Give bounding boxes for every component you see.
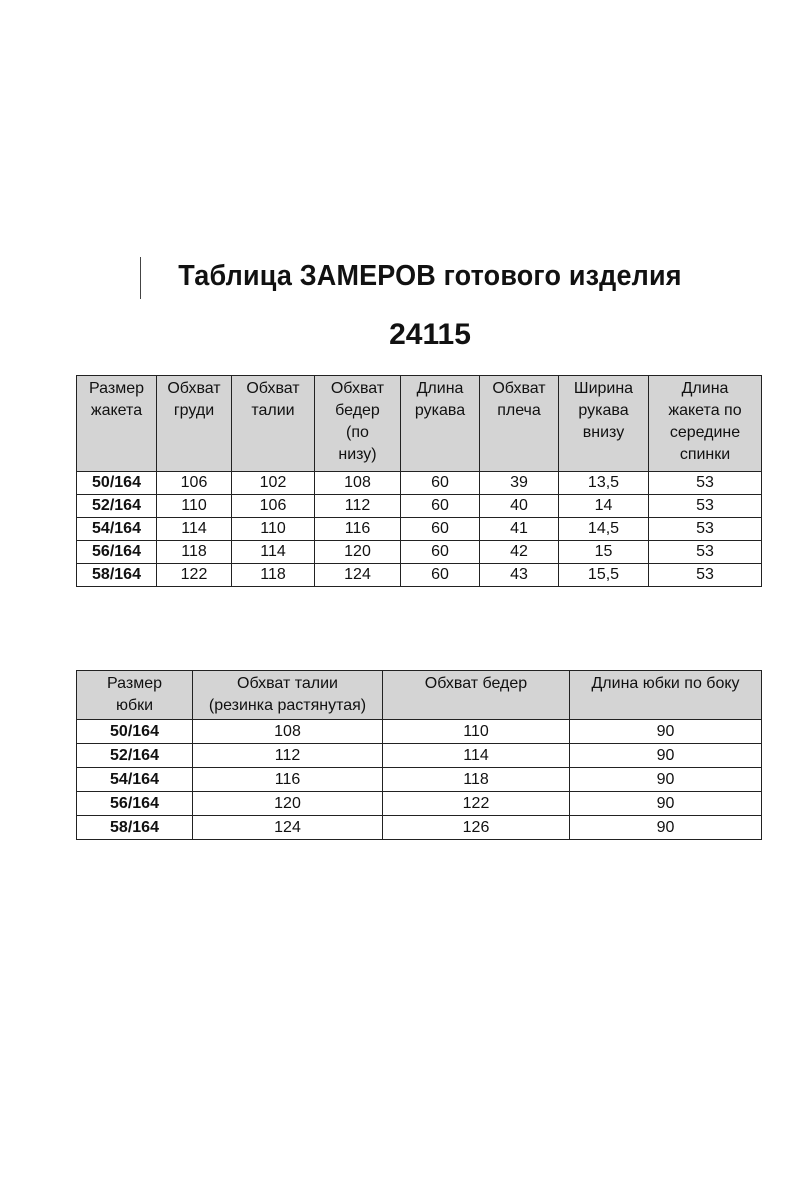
size-cell: 58/164 — [77, 816, 193, 840]
table-cell: 124 — [193, 816, 383, 840]
table-cell: 40 — [480, 495, 559, 518]
table-cell: 114 — [157, 518, 232, 541]
jacket-header-waist: Обхват талии — [232, 376, 315, 472]
table-cell: 39 — [480, 472, 559, 495]
table-cell: 124 — [315, 564, 401, 587]
size-cell: 50/164 — [77, 720, 193, 744]
table-cell: 116 — [315, 518, 401, 541]
document-title: Таблица ЗАМЕРОВ готового изделия — [178, 260, 682, 292]
table-cell: 14 — [559, 495, 649, 518]
size-cell: 52/164 — [77, 744, 193, 768]
table-cell: 15,5 — [559, 564, 649, 587]
jacket-header-hips: Обхват бедер (по низу) — [315, 376, 401, 472]
model-code: 24115 — [389, 318, 471, 351]
jacket-header-row — [77, 376, 762, 472]
table-cell: 110 — [157, 495, 232, 518]
skirt-header-size: Размер юбки — [77, 671, 193, 720]
table-row — [77, 768, 762, 792]
table-cell: 90 — [570, 768, 762, 792]
table-cell: 112 — [193, 744, 383, 768]
table-cell: 41 — [480, 518, 559, 541]
table-cell: 106 — [157, 472, 232, 495]
table-cell: 116 — [193, 768, 383, 792]
table-cell: 120 — [315, 541, 401, 564]
table-cell: 60 — [401, 564, 480, 587]
size-cell: 50/164 — [77, 472, 157, 495]
table-cell: 118 — [157, 541, 232, 564]
table-cell: 118 — [383, 768, 570, 792]
table-cell: 118 — [232, 564, 315, 587]
table-row — [77, 816, 762, 840]
table-cell: 53 — [649, 564, 762, 587]
table-cell: 114 — [232, 541, 315, 564]
table-cell: 122 — [383, 792, 570, 816]
table-cell: 120 — [193, 792, 383, 816]
table-cell: 114 — [383, 744, 570, 768]
table-cell: 110 — [232, 518, 315, 541]
table-cell: 110 — [383, 720, 570, 744]
table-cell: 42 — [480, 541, 559, 564]
jacket-header-back-length: Длина жакета по середине спинки — [649, 376, 762, 472]
table-cell: 106 — [232, 495, 315, 518]
skirt-measurements-table — [76, 670, 762, 840]
jacket-header-sleeve-width: Ширина рукава внизу — [559, 376, 649, 472]
table-cell: 60 — [401, 472, 480, 495]
table-row — [77, 792, 762, 816]
size-cell: 54/164 — [77, 518, 157, 541]
table-cell: 13,5 — [559, 472, 649, 495]
table-cell: 53 — [649, 518, 762, 541]
table-cell: 60 — [401, 495, 480, 518]
skirt-header-waist: Обхват талии (резинка растянутая) — [193, 671, 383, 720]
table-cell: 60 — [401, 541, 480, 564]
size-cell: 56/164 — [77, 541, 157, 564]
table-cell: 53 — [649, 541, 762, 564]
table-cell: 108 — [193, 720, 383, 744]
table-row — [77, 564, 762, 587]
table-cell: 122 — [157, 564, 232, 587]
size-cell: 52/164 — [77, 495, 157, 518]
skirt-header-row — [77, 671, 762, 720]
table-row — [77, 541, 762, 564]
table-cell: 102 — [232, 472, 315, 495]
table-cell: 90 — [570, 792, 762, 816]
skirt-header-hips: Обхват бедер — [383, 671, 570, 720]
jacket-header-shoulder: Обхват плеча — [480, 376, 559, 472]
table-cell: 43 — [480, 564, 559, 587]
table-cell: 60 — [401, 518, 480, 541]
table-row — [77, 518, 762, 541]
table-cell: 90 — [570, 720, 762, 744]
table-row — [77, 744, 762, 768]
table-row — [77, 495, 762, 518]
jacket-header-chest: Обхват груди — [157, 376, 232, 472]
table-cell: 90 — [570, 744, 762, 768]
size-cell: 54/164 — [77, 768, 193, 792]
jacket-header-sleeve-length: Длина рукава — [401, 376, 480, 472]
table-cell: 15 — [559, 541, 649, 564]
skirt-header-side-length: Длина юбки по боку — [570, 671, 762, 720]
table-row — [77, 720, 762, 744]
jacket-measurements-table — [76, 375, 762, 587]
size-cell: 58/164 — [77, 564, 157, 587]
jacket-header-size: Размер жакета — [77, 376, 157, 472]
size-cell: 56/164 — [77, 792, 193, 816]
table-cell: 126 — [383, 816, 570, 840]
table-cell: 53 — [649, 495, 762, 518]
table-cell: 108 — [315, 472, 401, 495]
table-cell: 53 — [649, 472, 762, 495]
table-row — [77, 472, 762, 495]
table-cell: 112 — [315, 495, 401, 518]
table-cell: 14,5 — [559, 518, 649, 541]
table-cell: 90 — [570, 816, 762, 840]
